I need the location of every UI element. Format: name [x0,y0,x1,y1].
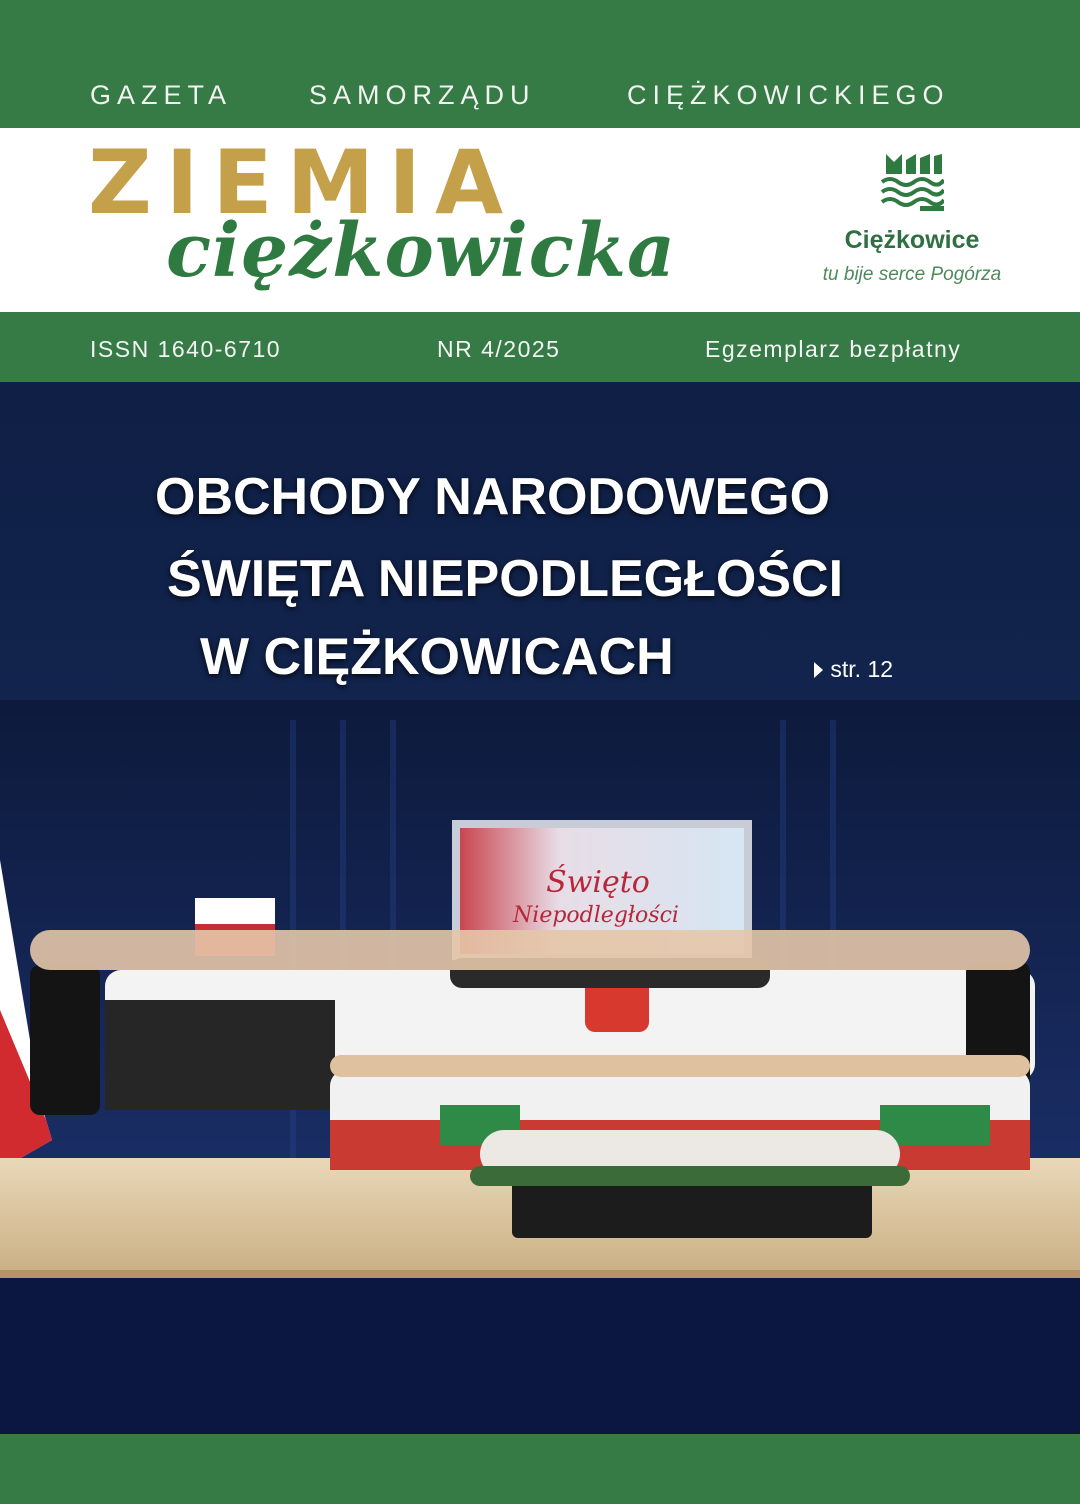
stage-front [0,1278,1080,1434]
headline-line-3: W CIĘŻKOWICACH [200,628,674,686]
bottom-band [0,1434,1080,1504]
page-reference-label: str. 12 [830,656,894,682]
issue-number: NR 4/2025 [437,336,561,362]
screen-title-line-2: Niepodległości [513,903,679,928]
price-note: Egzemplarz bezpłatny [705,336,962,362]
tagline-word-3: CIĘŻKOWICKIEGO [627,80,950,110]
page-reference[interactable] [812,654,893,684]
headline-line-2: ŚWIĘTA NIEPODLEGŁOŚCI [167,550,844,608]
tagline-word-2: SAMORZĄDU [309,80,536,110]
issn: ISSN 1640-6710 [90,336,282,362]
screen-title-line-1: Święto [546,865,650,900]
ciezkowice-logo-icon [880,154,944,214]
title-script: ciężkowicka [166,208,676,294]
logo-name: Ciężkowice [844,226,980,254]
headline-line-1: OBCHODY NARODOWEGO [155,468,831,526]
cover-photo [0,700,1080,1434]
stage-edge [0,1270,1080,1278]
flower-greenery [470,1166,910,1186]
arrow-right-icon [812,661,824,679]
tagline-word-1: GAZETA [90,80,233,110]
logo-slogan: tu bije serce Pogórza [822,264,1002,285]
title-main: ZIEMIA [88,131,518,234]
